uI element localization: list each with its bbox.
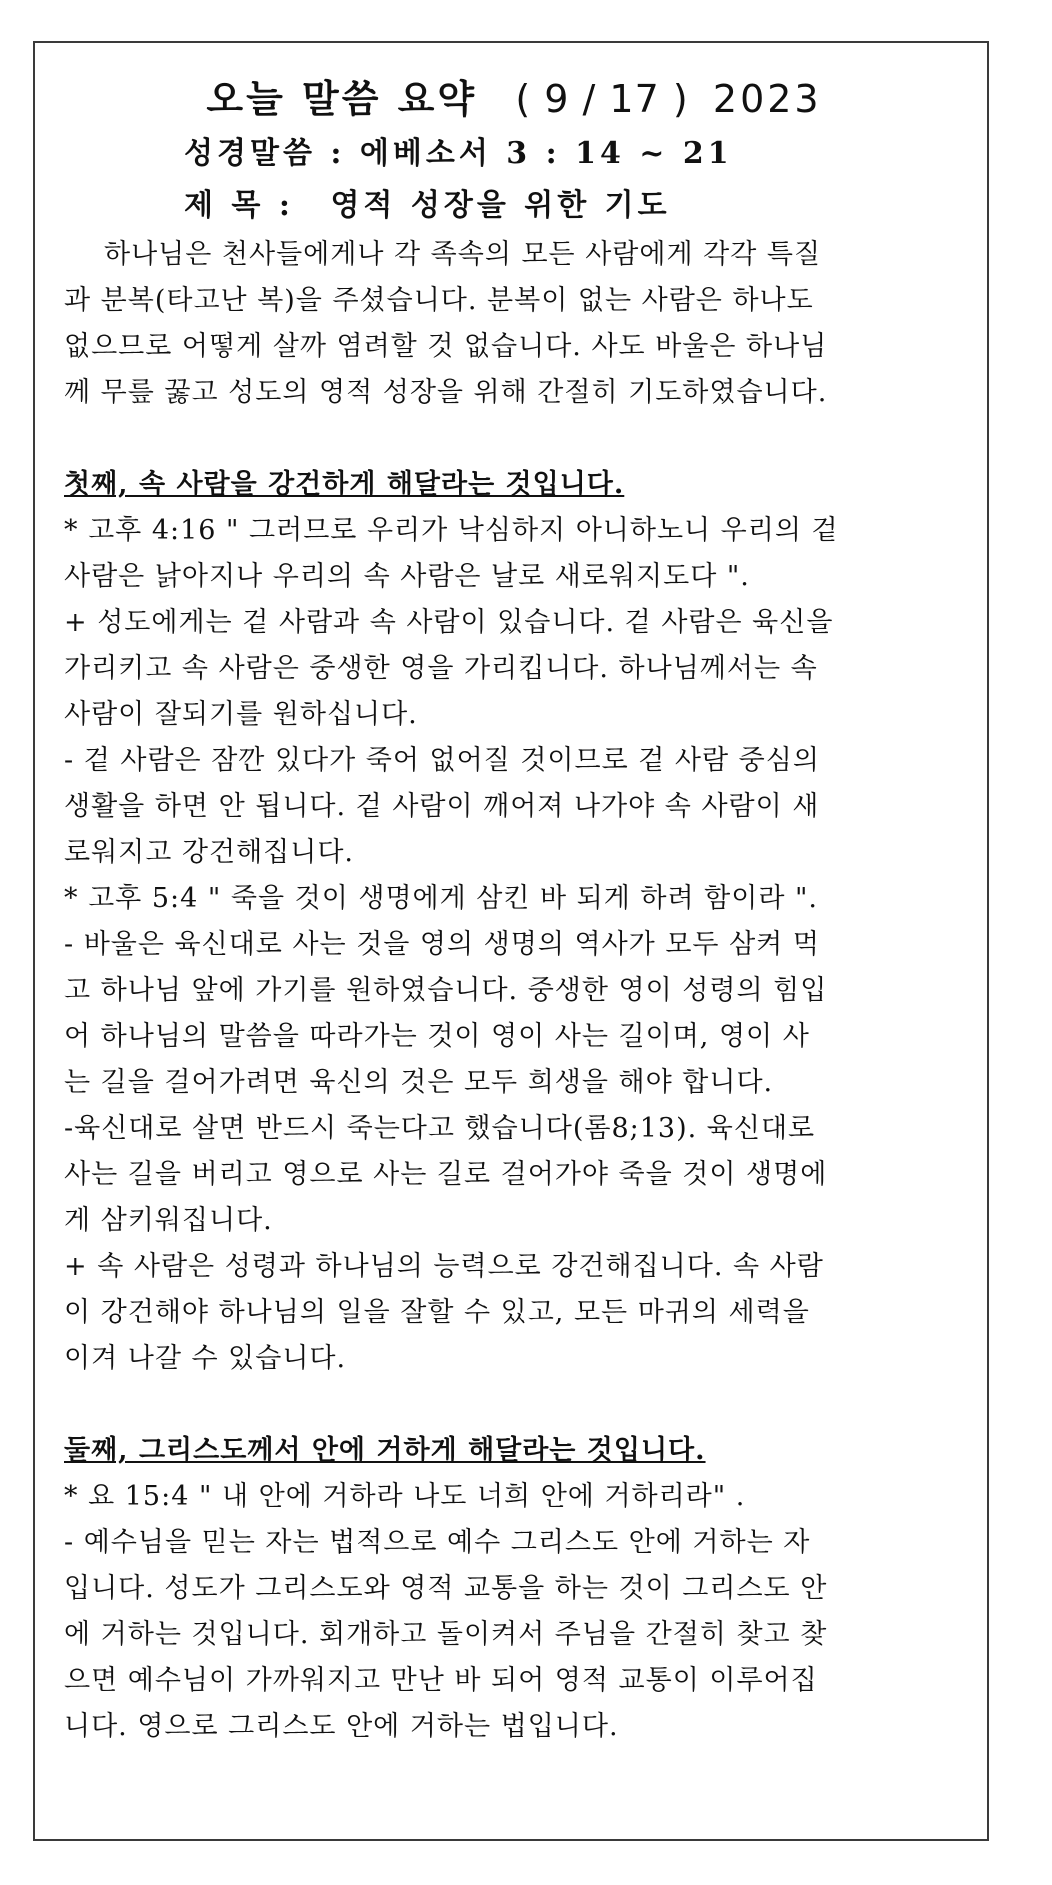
body-line: 사는 길을 버리고 영으로 사는 길로 걸어가야 죽을 것이 생명에: [64, 1159, 828, 1190]
body-line: * 고후 4:16 " 그러므로 우리가 낙심하지 아니하노니 우리의 겉: [64, 515, 839, 546]
body-line: * 고후 5:4 " 죽을 것이 생명에게 삼킨 바 되게 하려 함이라 ".: [64, 883, 819, 914]
sermon-summary: [64, 70, 964, 1750]
body-line: - 겉 사람은 잠깐 있다가 죽어 없어질 것이므로 겉 사람 중심의: [64, 745, 820, 776]
body-line: - 바울은 육신대로 사는 것을 영의 생명의 역사가 모두 삼켜 먹: [64, 929, 820, 960]
spacer: [64, 416, 964, 462]
section-heading: 둘째, 그리스도께서 안에 거하게 해달라는 것입니다.: [64, 1435, 706, 1466]
body-line: 로워지고 강건해집니다.: [64, 837, 354, 868]
intro-line: 과 분복(타고난 복)을 주셨습니다. 분복이 없는 사람은 하나도: [64, 285, 814, 316]
intro-paragraph: [64, 232, 964, 416]
body-line: 으면 예수님이 가까워지고 만난 바 되어 영적 교통이 이루어집: [64, 1665, 818, 1696]
body-line: * 요 15:4 " 내 안에 거하라 나도 너희 안에 거하리라" .: [64, 1481, 746, 1512]
body-line: 가리키고 속 사람은 중생한 영을 가리킵니다. 하나님께서는 속: [64, 653, 818, 684]
body-line: 이겨 나갈 수 있습니다.: [64, 1343, 347, 1374]
body-line: 입니다. 성도가 그리스도와 영적 교통을 하는 것이 그리스도 안: [64, 1573, 828, 1604]
scripture-ref: 에베소서 3 : 14 ~ 21: [359, 136, 733, 171]
title-date: ( 9 / 17 ): [515, 77, 689, 121]
scripture-label: 성경말씀 :: [184, 136, 346, 171]
body-line: 사람이 잘되기를 원하십니다.: [64, 699, 418, 730]
body-line: 이 강건해야 하나님의 일을 잘할 수 있고, 모든 마귀의 세력을: [64, 1297, 810, 1328]
body-line: + 성도에게는 겉 사람과 속 사람이 있습니다. 겉 사람은 육신을: [64, 607, 834, 638]
title-year: 2023: [712, 77, 822, 121]
body-line: 어 하나님의 말씀을 따라가는 것이 영이 사는 길이며, 영이 사: [64, 1021, 810, 1052]
page-title: [64, 70, 964, 128]
section-second: [64, 1428, 964, 1750]
intro-line: 께 무릎 꿇고 성도의 영적 성장을 위해 간절히 기도하였습니다.: [64, 377, 828, 408]
body-line: 니다. 영으로 그리스도 안에 거하는 법입니다.: [64, 1711, 619, 1742]
body-line: 사람은 낡아지나 우리의 속 사람은 날로 새로워지도다 ".: [64, 561, 750, 592]
section-first: [64, 462, 964, 1382]
subject-text: 영적 성장을 위한 기도: [330, 188, 671, 223]
subject-label: 제 목 :: [184, 188, 294, 223]
title-text: 오늘 말씀 요약: [206, 76, 478, 121]
section-heading: 첫째, 속 사람을 강건하게 해달라는 것입니다.: [64, 469, 625, 500]
body-line: -육신대로 살면 반드시 죽는다고 했습니다(롬8;13). 육신대로: [64, 1113, 816, 1144]
body-line: - 예수님을 믿는 자는 법적으로 예수 그리스도 안에 거하는 자: [64, 1527, 811, 1558]
spacer: [64, 1382, 964, 1428]
body-line: 에 거하는 것입니다. 회개하고 돌이켜서 주님을 간절히 찾고 찾: [64, 1619, 828, 1650]
intro-line: 없으므로 어떻게 살까 염려할 것 없습니다. 사도 바울은 하나님: [64, 331, 828, 362]
body-line: 게 삼키워집니다.: [64, 1205, 273, 1236]
scripture-line: [64, 128, 964, 180]
body-line: 고 하나님 앞에 가기를 원하였습니다. 중생한 영이 성령의 힘입: [64, 975, 828, 1006]
intro-line: 하나님은 천사들에게나 각 족속의 모든 사람에게 각각 특질: [104, 239, 822, 270]
subject-line: [64, 180, 964, 232]
body-line: 는 길을 걸어가려면 육신의 것은 모두 희생을 해야 합니다.: [64, 1067, 774, 1098]
body-line: + 속 사람은 성령과 하나님의 능력으로 강건해집니다. 속 사람: [64, 1251, 824, 1282]
body-line: 생활을 하면 안 됩니다. 겉 사람이 깨어져 나가야 속 사람이 새: [64, 791, 820, 822]
